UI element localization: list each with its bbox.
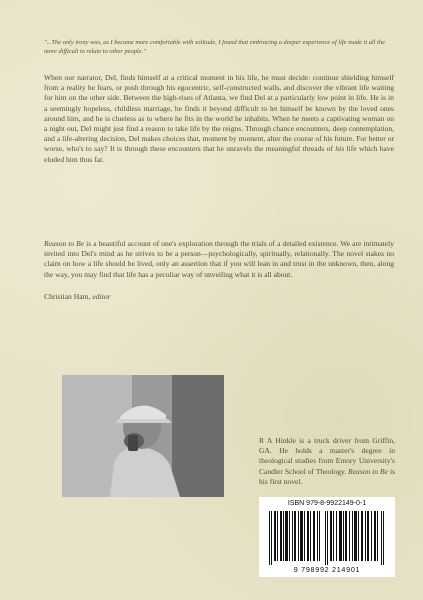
- isbn-barcode: [259, 497, 395, 577]
- editor-credit: [44, 292, 110, 301]
- book-title: Reason to Be: [44, 239, 85, 248]
- synopsis-text-c: is a beautiful account of one's exploration through the trials of a detailed existence. We are intimately invited into Del's mind as he strives to be a person—psychologically, spiritually, relationally. The novel stakes no claim on how a life should be lived, only an assertion that if you will lean in and trust in the unknown, then, along the way, you may find that life has a peculiar way of unveiling what it is all about.: [44, 239, 394, 279]
- synopsis-paragraph-1: [44, 73, 394, 165]
- author-bio: [259, 436, 395, 487]
- bio-text-a: R A Hinkle is a truck driver from Griffin, GA. He holds a master's degree in theological studies from Emory University's Candler School of Theology.: [259, 436, 395, 476]
- synopsis-text-a: When our narrator, Del, finds himself at a critical moment in his life, he must decide: continue shielding himself from a reality he fears, or push through his egocentric, self-constructed walls, and discover the vibrant life waiting for him on the other side. Between the high-rises of Atlanta, we find Del at a particularly low point in life. He is in a seemingly hopeless, childless marriage, he finds it beyond difficult to let himself be known by the loved ones around him, and he is clueless as to where he fits in the world he inhabits. When he meets a captivating woman on a night out, Del might just find a reason to take life by the reigns. Through chance encounters, deep contemplation, and a life-altering decision, Del makes choices that, moment by moment, alter the course of his future. For better or worse, who's to say? It is through these encounters that he unravels the meaningful threads of: [44, 73, 394, 154]
- synopsis-text-b: life which have eluded him thus far.: [44, 144, 395, 164]
- pull-quote: "...The only irony was, as I became more comfortable with solitude, I found that embracing a deeper experience of life made it all the more difficult to relate to other people.": [44, 39, 385, 55]
- barcode-digits: 9 798992 214901: [293, 565, 361, 574]
- bio-book-title: Reason to Be: [348, 466, 389, 476]
- author-photo: [62, 375, 224, 497]
- isbn-label: ISBN 979-8-9922149-0-1: [287, 500, 367, 507]
- editor-name: Christian Ham,: [44, 292, 93, 301]
- editor-role: editor: [92, 292, 111, 301]
- synopsis-paragraph-2: [44, 239, 394, 280]
- bio-text-b: is his first novel.: [259, 466, 396, 486]
- synopsis-emphasis: his: [335, 144, 345, 154]
- barcode-bars: [269, 511, 385, 565]
